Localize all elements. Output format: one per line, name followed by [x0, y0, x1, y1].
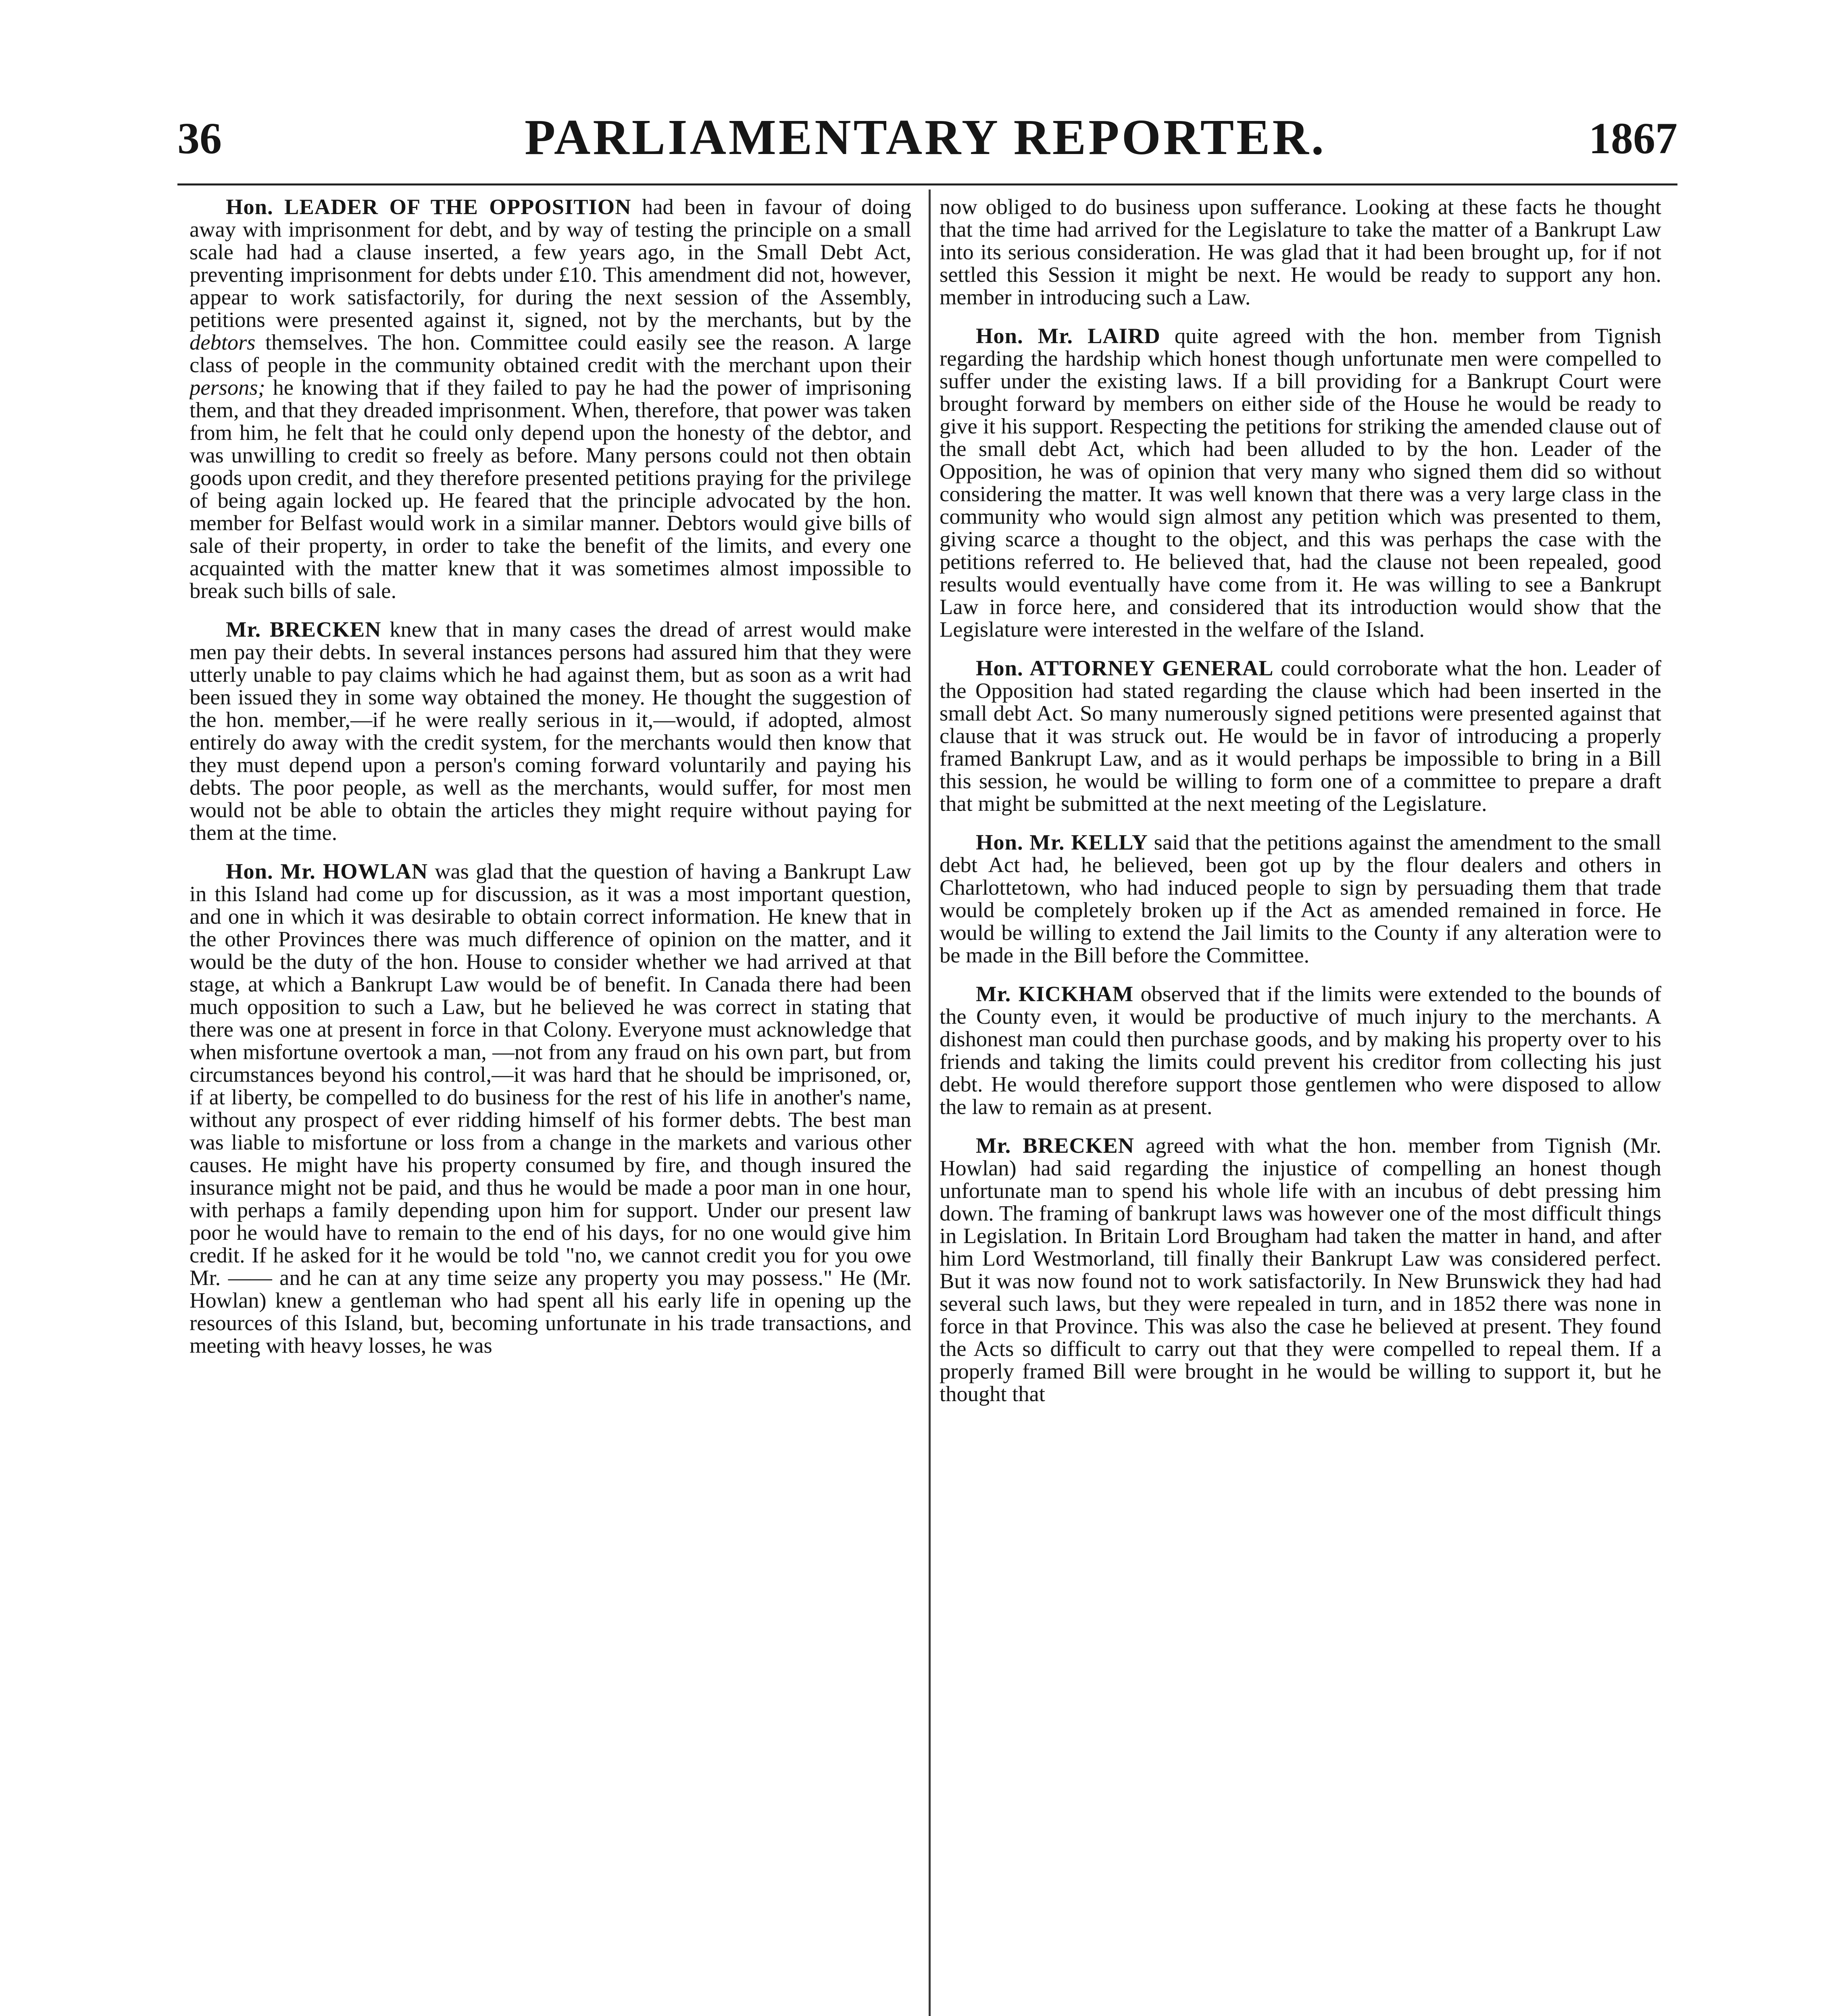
running-head — [169, 109, 1681, 173]
speaker-name: Mr. KICKHAM — [976, 981, 1134, 1006]
speech-kelly — [940, 831, 1661, 966]
speaker-name: Mr. BRECKEN — [976, 1133, 1134, 1158]
speech-text: knew that in many cases the dread of arrest would make men pay their debts. In several instances persons had assured him that they were utterly unable to pay claims which he had against them, but as soon as a writ had been issued they in some way obtained the money. He thought the suggestion of the hon. member,—if he were really serious in it,—would, if adopted, almost entirely do away with the credit system, for the merchants would then know that they must depend upon a person's coming forward voluntarily and paying his debts. The poor people, as well as the merchants, would suffer, for most men would not be able to obtain the articles they might require without paying for them at the time. — [190, 617, 911, 845]
speech-text: quite agreed with the hon. member from Tignish regarding the hardship which honest though unfortunate men were compelled to suffer under the existing laws. If a bill providing for a Bankrupt Court were brought forward by members on either side of the House he would be ready to give it his support. Respecting the petitions for striking the amended clause out of the small debt Act, which had been alluded to by the hon. Leader of the Opposition, he was of opinion that very many who signed them did so without considering the matter. It was well known that there was a very large class in the community who would sign almost any petition which was presented to them, giving scarce a thought to the object, and this was perhaps the case with the petitions referred to. He believed that, had the clause not been repealed, good results would eventually have come from it. He was willing to see a Bankrupt Law in force here, and considered that its introduction would show that the Legislature were interested in the welfare of the Island. — [940, 323, 1661, 641]
speech-text: he knowing that if they failed to pay he had the power of imprisoning them, and that they dreaded imprisonment. When, therefore, that power was taken from him, he felt that he could only depend upon the honesty of the debtor, and was unwilling to credit so freely as before. Many persons could not then obtain goods upon credit, and they therefore presented petitions praying for the privilege of being again locked up. He feared that the principle advocated by the hon. member for Belfast would work in a similar manner. Debtors would give bills of sale of their property, in order to take the benefit of the limits, and every one acquainted with the matter knew that it was sometimes almost impossible to break such bills of sale. — [190, 375, 911, 603]
right-column — [940, 196, 1661, 2016]
speech-laird — [940, 325, 1661, 641]
speaker-name: Hon. Mr. KELLY — [976, 830, 1148, 854]
speech-attorney-general — [940, 657, 1661, 815]
header-rule — [177, 183, 1677, 185]
speech-text: now obliged to do business upon sufferance. Looking at these facts he thought that the time had arrived for the Legislature to take the matter of a Bankrupt Law into its serious consideration. He was glad that it had been brought up, for if not settled this Session it might be next. He would be ready to support any hon. member in introducing such a Law. — [940, 196, 1661, 309]
speech-text: agreed with what the hon. member from Tignish (Mr. Howlan) had said regarding the injustice of compelling an honest though unfortunate man to spend his whole life with an incubus of debt pressing him down. The framing of bankrupt laws was however one of the most difficult things in Legislation. In Britain Lord Brougham had taken the matter in hand, and after him Lord Westmorland, till finally their Bankrupt Law was considered perfect. But it was now found not to work satisfactorily. In New Brunswick they had had several such laws, but they were repealed in turn, and in 1852 there was none in force in that Province. This was also the case he believed at present. They found the Acts so difficult to carry out that they were compelled to repeal them. If a properly framed Bill were brought in he would be willing to support it, but he thought that — [940, 1133, 1661, 1406]
publication-title: PARLIAMENTARY REPORTER. — [524, 110, 1327, 165]
speech-text: themselves. The hon. Committee could easily see the reason. A large class of people in the community obtained credit with the merchant upon their — [190, 330, 911, 377]
speech-brecken-1 — [190, 618, 911, 844]
speech-leader-of-opposition — [190, 196, 911, 602]
speech-text: said that the petitions against the amendment to the small debt Act had, he believed, been got up by the flour dealers and others in Charlottetown, who had induced people to sign by persuading them that trade would be completely broken up if the Act as amended remained in force. He would be willing to extend the Jail limits to the County if any alteration were to be made in the Bill before the Committee. — [940, 830, 1661, 967]
speaker-name: Hon. Mr. LAIRD — [976, 323, 1161, 348]
emphasis-text: persons; — [190, 375, 265, 400]
speaker-name: Hon. ATTORNEY GENERAL — [976, 656, 1274, 680]
emphasis-text: debtors — [190, 330, 256, 354]
speech-text: was glad that the question of having a Bankrupt Law in this Island had come up for discussion, as it was a most important question, and one in which it was desirable to obtain correct information. He knew that in the other Provinces there was much difference of opinion on the matter, and it would be the duty of the hon. House to consider whether we had arrived at that stage, at which a Bankrupt Law would be of benefit. In Canada there had been much opposition to such a Law, but he believed he was correct in stating that there was one at present in force in that Colony. Everyone must acknowledge that when misfortune overtook a man, —not from any fraud on his own part, but from circumstances beyond his control,—it was hard that he should be imprisoned, or, if at liberty, be compelled to do business for the rest of his life in another's name, without any prospect of ever ridding himself of his former debts. The best man was liable to misfortune or loss from a change in the markets and various other causes. He might have his property consumed by fire, and though insured the insurance might not be paid, and thus he would be made a poor man in one hour, with perhaps a family depending upon him for support. Under our present law poor he would have to remain to the end of his days, for no one would give him credit. If he asked for it he would be told "no, we cannot credit you for you owe Mr. —— and he can at any time seize any property you may possess." He (Mr. Howlan) knew a gentleman who had spent all his early life in opening up the resources of this Island, but, becoming unfortunate in his trade transactions, and meeting with heavy losses, he was — [190, 859, 911, 1358]
speaker-name: Mr. BRECKEN — [226, 617, 381, 641]
left-column — [190, 196, 911, 2016]
speaker-name: Hon. Mr. HOWLAN — [226, 859, 428, 883]
speech-text: had been in favour of doing away with imprisonment for debt, and by way of testing the principle on a small scale had had a clause inserted, a few years ago, in the Small Debt Act, preventing imprisonment for debts under £10. This amendment did not, however, appear to work satisfactorily, for during the next session of the Assembly, petitions were presented against it, signed, not by the merchants, but by the — [190, 196, 911, 332]
speech-text: observed that if the limits were extended to the bounds of the County even, it would be productive of much injury to the merchants. A dishonest man could then purchase goods, and by making his property over to his friends and taking the limits could prevent his creditor from collecting his just debt. He would therefore support those gentlemen who were disposed to allow the law to remain as at present. — [940, 981, 1661, 1119]
speaker-name: Hon. LEADER OF THE OPPOSITION — [226, 196, 631, 219]
speech-brecken-2 — [940, 1134, 1661, 1405]
speech-text: could corroborate what the hon. Leader of the Opposition had stated regarding the clause which had been inserted in the small debt Act. So many numerously signed petitions were presented against that clause that it was struck out. He would be in favor of introducing a properly framed Bankrupt Law, and as it would perhaps be impossible to bring in a Bill this session, he would be willing to form one of a committee to prepare a draft that might be submitted at the next meeting of the Legislature. — [940, 656, 1661, 816]
speech-howlan-continued — [940, 196, 1661, 308]
year: 1867 — [1589, 114, 1677, 163]
page-number: 36 — [177, 114, 222, 163]
speech-kickham — [940, 983, 1661, 1118]
speech-howlan — [190, 860, 911, 1357]
column-rule — [929, 190, 931, 2016]
